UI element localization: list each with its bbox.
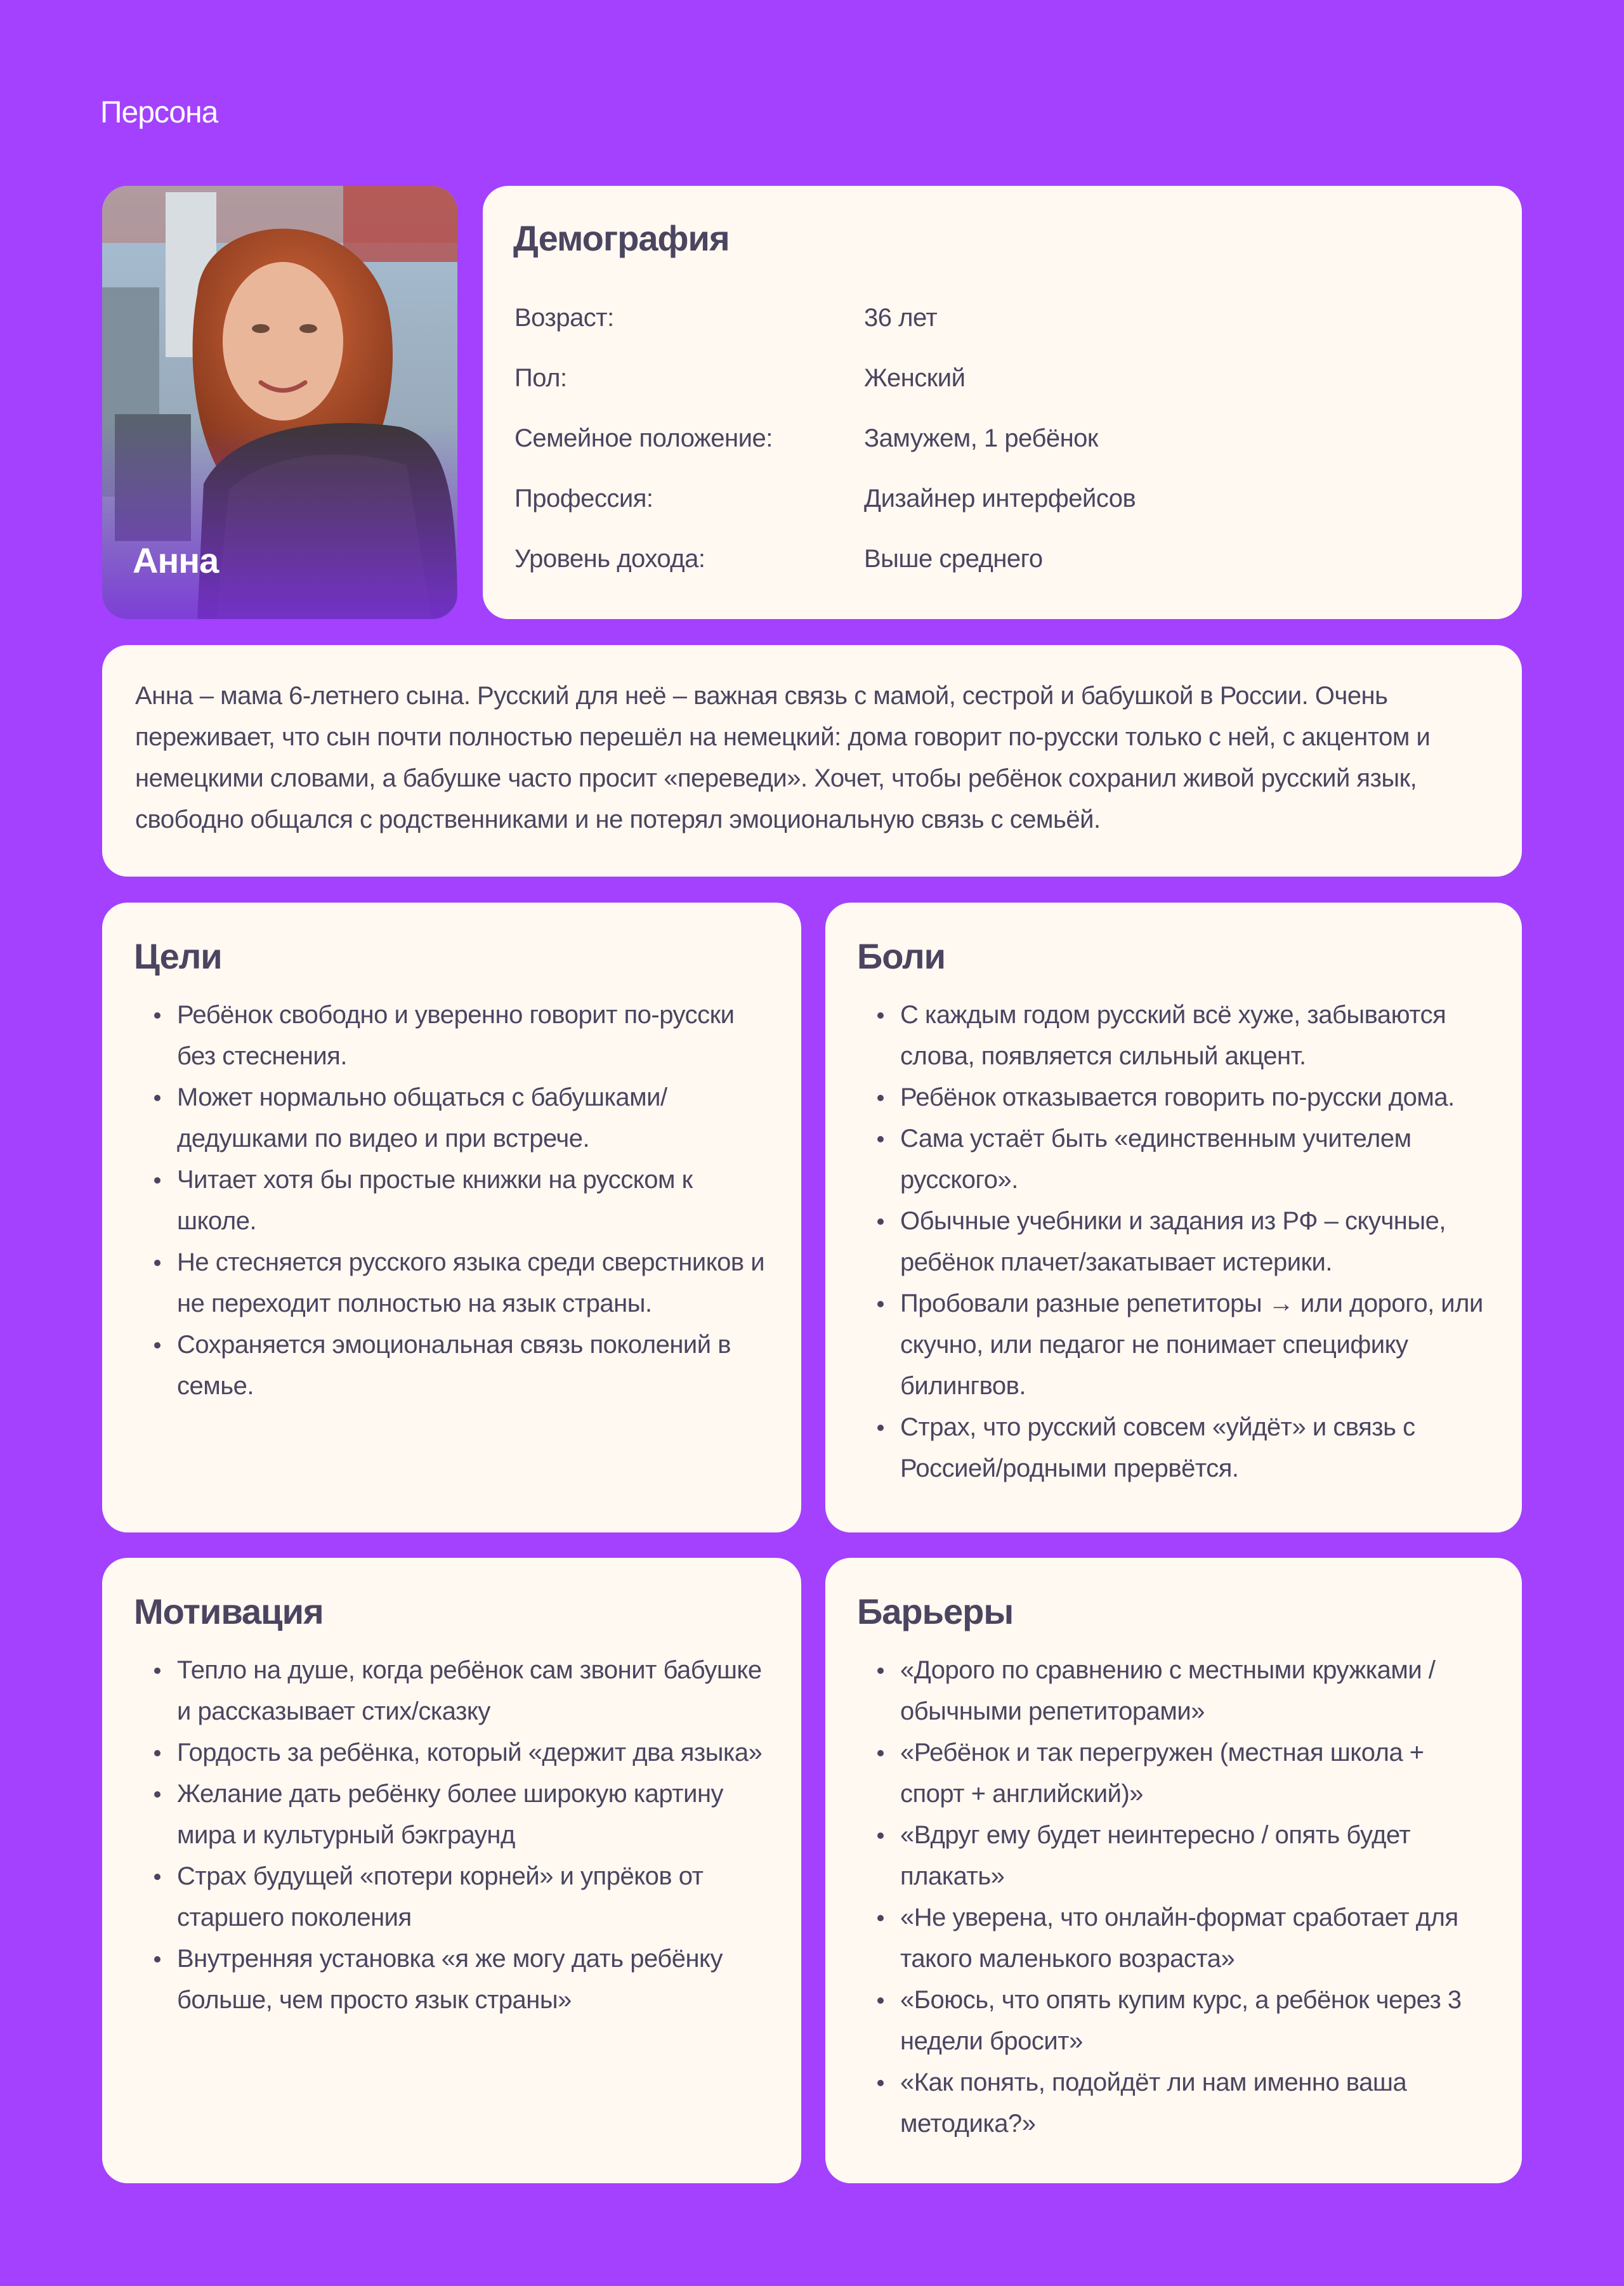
pains-card xyxy=(825,903,1522,1532)
barriers-list xyxy=(857,1650,1490,2145)
barriers-item: «Вдруг ему будет неинтересно / опять будет плакать» xyxy=(900,1815,1490,1897)
demographics-card xyxy=(483,186,1522,619)
bio-text xyxy=(135,676,1489,840)
demographics-title: Демография xyxy=(513,218,730,258)
barriers-title: Барьеры xyxy=(857,1591,1014,1631)
demographics-label: Возраст: xyxy=(514,304,614,332)
demographics-label: Уровень дохода: xyxy=(514,545,705,573)
motivation-item: Гордость за ребёнка, который «держит два языка» xyxy=(177,1732,769,1773)
pains-item: С каждым годом русский всё хуже, забываются слова, появляется сильный акцент. xyxy=(900,995,1490,1077)
demographics-label: Семейное положение: xyxy=(514,424,773,452)
pains-title: Боли xyxy=(857,936,946,976)
demographics-label: Профессия: xyxy=(514,485,653,513)
motivation-title: Мотивация xyxy=(134,1591,324,1631)
pains-item: Страх, что русский совсем «уйдёт» и связь с Россией/родными прервётся. xyxy=(900,1407,1490,1489)
pains-list xyxy=(857,995,1490,1489)
pains-item: Ребёнок отказывается говорить по-русски дома. xyxy=(900,1077,1490,1118)
demographics-value: Замужем, 1 ребёнок xyxy=(864,424,1098,452)
goals-item: Читает хотя бы простые книжки на русском к школе. xyxy=(177,1159,769,1242)
bio-line: свободно общался с родственниками и не потерял эмоциональную связь с семьёй. xyxy=(135,806,1101,833)
persona-photo-card xyxy=(102,186,457,619)
barriers-item: «Ребёнок и так перегружен (местная школа + спорт + английский)» xyxy=(900,1732,1490,1815)
motivation-item: Страх будущей «потери корней» и упрёков от старшего поколения xyxy=(177,1856,769,1938)
page-label: Персона xyxy=(100,96,218,129)
goals-item: Сохраняется эмоциональная связь поколений в семье. xyxy=(177,1324,769,1407)
pains-item: Пробовали разные репетиторы → или дорого, или скучно, или педагог не понимает специфику билингвов. xyxy=(900,1283,1490,1407)
barriers-item: «Боюсь, что опять купим курс, а ребёнок через 3 недели бросит» xyxy=(900,1980,1490,2062)
goals-item: Ребёнок свободно и уверенно говорит по-русски без стеснения. xyxy=(177,995,769,1077)
demographics-value: Женский xyxy=(864,364,966,392)
motivation-item: Желание дать ребёнку более широкую картину мира и культурный бэкграунд xyxy=(177,1773,769,1856)
persona-name: Анна xyxy=(133,540,219,580)
demographics-value: Выше среднего xyxy=(864,545,1043,573)
goals-card xyxy=(102,903,801,1532)
demographics-label: Пол: xyxy=(514,364,567,392)
motivation-card xyxy=(102,1558,801,2183)
goals-list xyxy=(134,995,769,1407)
barriers-card xyxy=(825,1558,1522,2183)
barriers-item: «Не уверена, что онлайн-формат сработает для такого маленького возраста» xyxy=(900,1897,1490,1980)
motivation-item: Тепло на душе, когда ребёнок сам звонит бабушке и рассказывает стих/сказку xyxy=(177,1650,769,1732)
bio-card xyxy=(102,645,1522,877)
bio-line: Анна – мама 6-летнего сына. Русский для неё – важная связь с мамой, сестрой и бабушкой в России. Очень xyxy=(135,682,1388,710)
goals-item: Может нормально общаться с бабушками/ дедушками по видео и при встрече. xyxy=(177,1077,769,1159)
goals-item: Не стесняется русского языка среди сверстников и не переходит полностью на язык страны. xyxy=(177,1242,769,1324)
pains-item: Обычные учебники и задания из РФ – скучные, ребёнок плачет/закатывает истерики. xyxy=(900,1201,1490,1283)
motivation-item: Внутренняя установка «я же могу дать ребёнку больше, чем просто язык страны» xyxy=(177,1938,769,2021)
motivation-list xyxy=(134,1650,769,2021)
demographics-value: 36 лет xyxy=(864,304,938,332)
demographics-value: Дизайнер интерфейсов xyxy=(864,485,1136,513)
goals-title: Цели xyxy=(134,936,222,976)
pains-item: Сама устаёт быть «единственным учителем русского». xyxy=(900,1118,1490,1201)
bio-line: немецкими словами, а бабушке часто просит «переведи». Хочет, чтобы ребёнок сохранил живой русский язык, xyxy=(135,764,1417,792)
barriers-item: «Дорого по сравнению с местными кружками / обычными репетиторами» xyxy=(900,1650,1490,1732)
bio-line: переживает, что сын почти полностью перешёл на немецкий: дома говорит по-русски только с ней, с акцентом и xyxy=(135,723,1431,751)
barriers-item: «Как понять, подойдёт ли нам именно ваша методика?» xyxy=(900,2062,1490,2145)
